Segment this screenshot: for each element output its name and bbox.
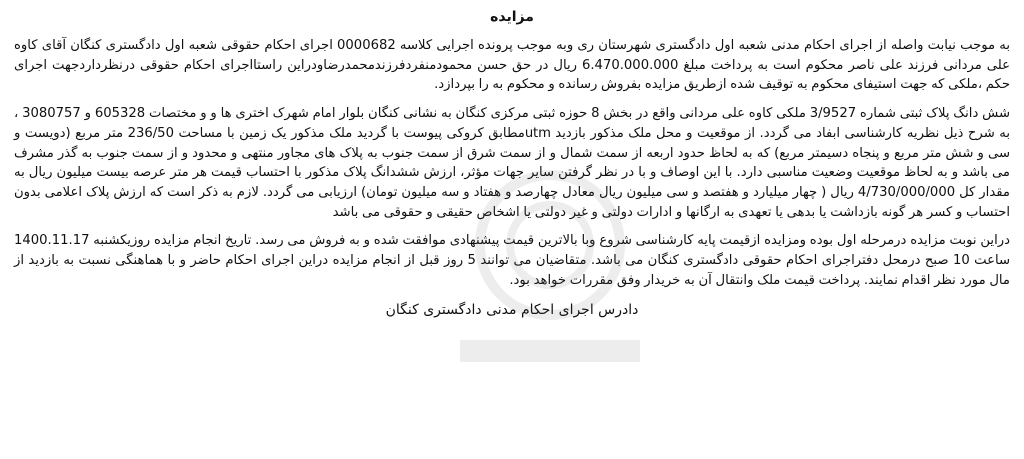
signature-line: دادرس اجرای احکام مدنی دادگستری کنگان	[385, 302, 639, 319]
paragraph-execution-order: به موجب نیابت واصله از اجرای احکام مدنی شعبه اول دادگستری شهرستان ری وبه موجب پرونده اجرایی کلاسه 0000682 اجرای احکام حقوقی شعبه اول دادگستری کنگان آقای کاوه علی مردانی فرزند علی ناصر محکوم است به پرداخت مبلغ 6.470.000.000 ریال در حق حسن محمودمنفردفرزندمحمدرضاودراین راستااجرای احکام حقوقی درنظرداردجهت اجرای حکم ،ملکی که جهت استیفای محکوم به توقیف شده ازطریق مزایده بفروش رسانده و محکوم به را بپردازد.	[14, 38, 1011, 93]
notice-title: مزایده	[490, 9, 534, 25]
paragraph-property-description: شش دانگ پلاک ثبتی شماره 3/9527 ملکی کاوه علی مردانی واقع در بخش 8 حوزه ثبتی مرکزی کنگان به نشانی کنگان بلوار امام شهرک اختری ها و و مختصات 605328 و 3080757 ، به شرح ذیل نظریه کارشناسی ابفاد می گردد. از موقعیت و محل ملک مذکور بازدید utmمطابق کروکی پیوست با گردید ملک مذکور یک زمین با مساحت 236/50 متر مربع (دویست و سی و شش متر مربع و پنجاه دسیمتر مربع) که به لحاظ حدود اربعه از سمت شمال و از سمت شرق از سمت جنوب به پلاک های مجاور منتهی و محدود و از سمت جنوب به گذر مشرف می باشد و به لحاظ موقعیت وضعیت مناسبی دارد. با این اوصاف و با در نظر گرفتن سایر جهات مؤثر، ارزش ششدانگ پلاک مذکور با احتساب قیمت هر متر عرصه بیست میلیون ریال به مقدار کل 4/730/000/000 ریال ( چهار میلیارد و هفتصد و سی میلیون ریال معادل چهارصد و هفتاد و سه میلیون تومان) ارزیابی می گردد. لازم به ذکر است که ارزش پلاک اعلامی بدون احتساب و کسر هر گونه بازداشت یا بدهی یا تعهدی به ارگانها و ادارات دولتی و غیر دولتی یا اشخاص حقیقی و حقوقی می باشد	[14, 106, 1010, 220]
paragraph-auction-terms: دراین نوبت مزایده درمرحله اول بوده ومزایده ازقیمت پایه کارشناسی شروع وبا بالاترین قیمت پیشنهادی موافقت شده و به فروش می رسد. تاریخ انجام مزایده روزیکشنبه 1400.11.17 ساعت 10 صبح درمحل دفتراجرای احکام حقوقی دادگستری کنگان می باشد. متقاضیان می توانند 5 روز قبل از انجام مزایده دراین اجرای احکام حاضر و با هماهنگی نسبت به بازدید از مال مورد نظر اقدام نمایند. پرداخت قیمت ملک وانتقال آن به خریدار وفق مقررات خواهد بود.	[14, 233, 1011, 288]
